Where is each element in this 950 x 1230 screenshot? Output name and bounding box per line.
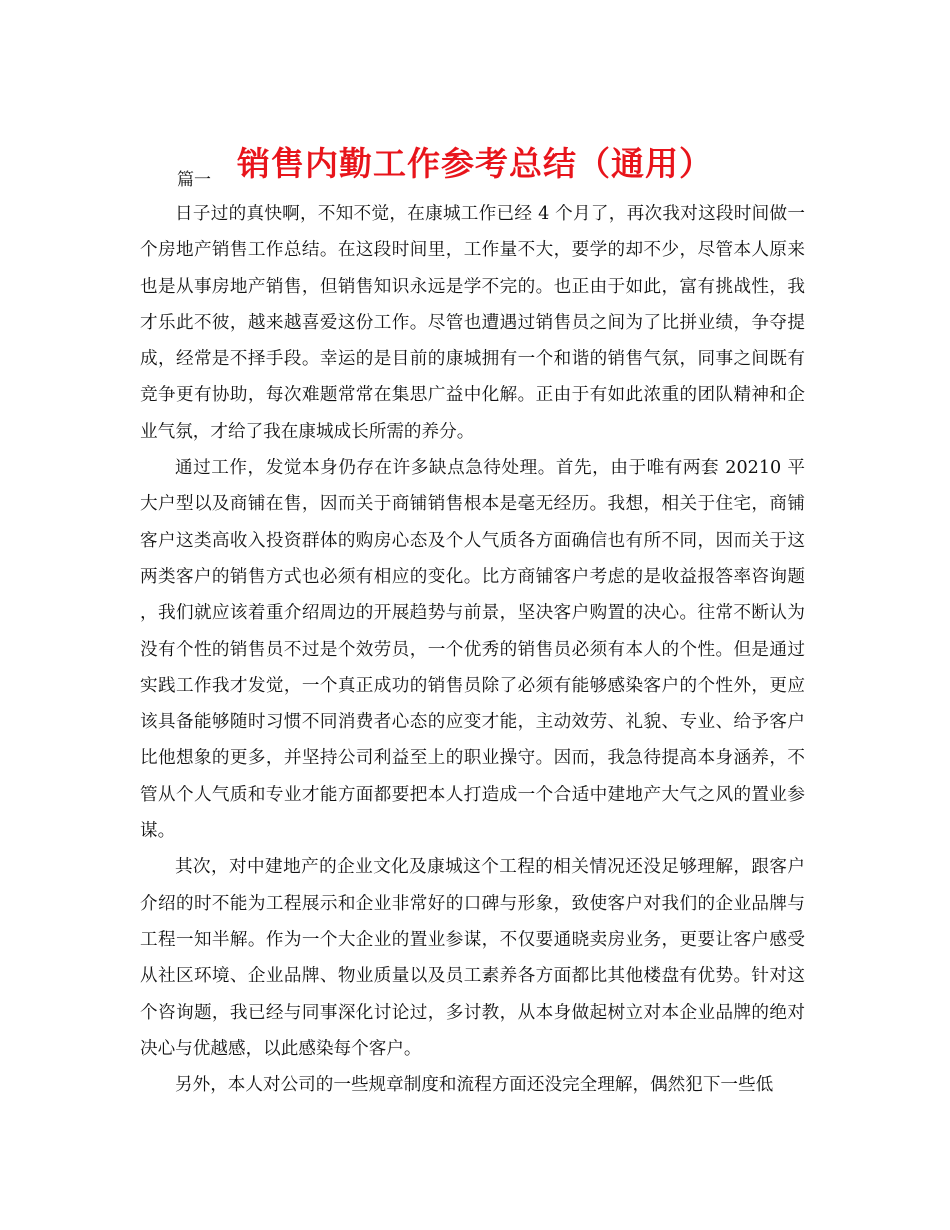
paragraph: 另外，本人对公司的一些规章制度和流程方面还没完全理解，偶然犯下一些低 [175, 1075, 774, 1096]
paragraph: 其次，对中建地产的企业文化及康城这个工程的相关情况还没足够理解，跟客户介绍的时不能为工程展示和企业非常好的口碑与形象，致使客户对我们的企业品牌与工程一知半解。作为一个大企业的置业参谋，不仅要通晓卖房业务，更要让客户感受从社区环境、企业品牌、物业质量以及员工素养各方面都比其他楼盘有优势。针对这个咨询题，我已经与同事深化讨论过，多讨教，从本身做起树立对本企业品牌的绝对决心与优越感，以此感染每个客户。 [140, 857, 805, 1059]
paragraph: 通过工作，发觉本身仍存在许多缺点急待处理。首先，由于唯有两套 20210 平大户型以及商铺在售，因而关于商铺销售根本是毫无经历。我想，相关于住宅，商铺客户这类高收入投资群体的购房心态及个人气质各方面确信也有所不同，因而关于这两类客户的销售方式也必须有相应的变化。比方商铺客户考虑的是收益报答率咨询题，我们就应该着重介绍周边的开展趋势与前景，坚决客户购置的决心。往常不断认为没有个性的销售员不过是个效劳员，一个优秀的销售员必须有本人的个性。但是通过实践工作我才发觉，一个真正成功的销售员除了必须有能够感染客户的个性外，更应该具备能够随时习惯不同消费者心态的应变才能，主动效劳、礼貌、专业、给予客户比他想象的更多，并坚持公司利益至上的职业操守。因而，我急待提高本身涵养，不管从个人气质和专业才能方面都要把本人打造成一个合适中建地产大气之风的置业参谋。 [140, 458, 805, 842]
paragraph: 日子过的真快啊，不知不觉，在康城工作已经 4 个月了，再次我对这段时间做一个房地产销售工作总结。在这段时间里，工作量不大，要学的却不少，尽管本人原来也是从事房地产销售，但销售知识永远是学不完的。也正由于如此，富有挑战性，我才乐此不彼，越来越喜爱这份工作。尽管也遭遇过销售员之间为了比拼业绩，争夺提成，经常是不择手段。幸运的是目前的康城拥有一个和谐的销售气氛，同事之间既有竞争更有协助，每次难题常常在集思广益中化解。正由于有如此浓重的团队精神和企业气氛，才给了我在康城成长所需的养分。 [140, 204, 805, 442]
document-body [140, 196, 805, 1103]
section-label: 篇一 [177, 170, 211, 190]
document-title: 销售内勤工作参考总结（通用） [237, 144, 713, 184]
